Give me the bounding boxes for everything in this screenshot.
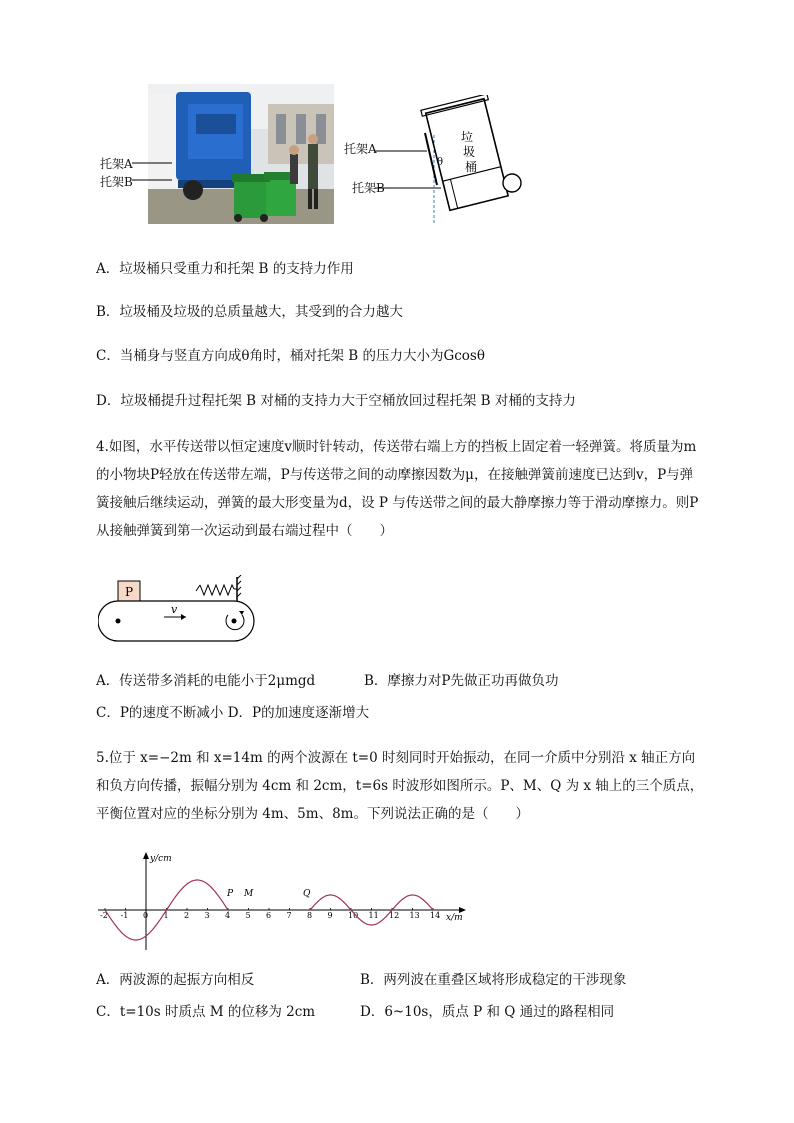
q3-option-c: C．当桶身与竖直方向成θ角时，桶对托架 B 的压力大小为Gcosθ <box>96 348 485 364</box>
q5-option-c: C．t=10s 时质点 M 的位移为 2cm <box>96 1004 316 1020</box>
q4-stem: 4.如图，水平传送带以恒定速度v顺时针转动，传送带右端上方的挡板上固定着一轻弹簧。将质量为m的小物块P轻放在传送带左端，P与传送带之间的动摩擦因数为μ，在接触弹簧前速度已达到v，P与弹簧接触后继续运动，弹簧的最大形变量为d，设 P 与传送带之间的最大静摩擦力等于滑动摩擦力。则P从接触弹簧到第一次运动到最右端过程中（ ） <box>96 439 699 539</box>
x-tick-label: 12 <box>389 911 400 920</box>
x-tick-label: 8 <box>307 911 313 920</box>
x-tick-label: 1 <box>163 911 169 920</box>
point-p-label: P <box>227 889 234 899</box>
q4-option-b: B．摩擦力对P先做正功再做负功 <box>364 673 559 689</box>
x-tick-label: 5 <box>245 911 251 920</box>
q5-stem: 5.位于 x=−2m 和 x=14m 的两个波源在 t=0 时刻同时开始振动，在同一介质中分别沿 x 轴正方向和负方向传播，振幅分别为 4cm 和 2cm，t=6s 时波形如图所示。P、M、Q 为 x 轴上的三个质点，平衡位置对应的坐标分别为 4m、5m、8m。下列说法正确的是（ ） <box>96 750 704 822</box>
x-tick-label: -2 <box>100 911 108 920</box>
block-p-label: P <box>125 585 134 599</box>
x-tick-label: 0 <box>143 911 149 920</box>
q3-option-a: A．垃圾桶只受重力和托架 B 的支持力作用 <box>96 261 354 277</box>
x-tick-label: 2 <box>184 911 190 920</box>
photo-label-b: 托架B <box>100 175 133 189</box>
diagram-label-b: 托架B <box>352 181 385 195</box>
bin-tilt-diagram <box>375 95 535 225</box>
q5-option-b: B．两列波在重叠区域将形成稳定的干涉现象 <box>360 972 627 988</box>
x-tick-label: 9 <box>327 911 333 920</box>
x-tick-label: 3 <box>204 911 210 920</box>
bin-label-2: 圾 <box>463 145 476 159</box>
q5-option-a: A．两波源的起振方向相反 <box>96 972 255 988</box>
wave-graph <box>96 850 476 955</box>
y-axis-label: y/cm <box>150 854 172 864</box>
x-tick-label: 4 <box>225 911 231 920</box>
theta-label: θ <box>437 157 444 168</box>
x-tick-label: 13 <box>409 911 420 920</box>
bin-label-1: 垃 <box>461 130 474 144</box>
garbage-truck-photo <box>148 84 334 224</box>
q4-option-cd: C．P的速度不断减小 D．P的加速度逐渐增大 <box>96 705 370 721</box>
q3-option-d: D．垃圾桶提升过程托架 B 对桶的支持力大于空桶放回过程托架 B 对桶的支持力 <box>96 393 576 409</box>
x-tick-label: 14 <box>430 911 441 920</box>
x-tick-label: -1 <box>120 911 129 920</box>
x-axis-label: x/m <box>446 913 463 923</box>
point-m-label: M <box>244 889 254 899</box>
point-q-label: Q <box>303 889 311 899</box>
q4-option-a: A．传送带多消耗的电能小于2μmgd <box>96 673 316 689</box>
conveyor-belt-figure <box>98 575 258 643</box>
x-tick-label: 10 <box>348 911 359 920</box>
x-tick-label: 11 <box>368 911 379 920</box>
q3-option-b: B．垃圾桶及垃圾的总质量越大，其受到的合力越大 <box>96 304 403 320</box>
diagram-label-a: 托架A <box>344 142 377 156</box>
x-tick-label: 7 <box>286 911 292 920</box>
photo-label-a: 托架A <box>100 157 133 171</box>
q5-option-d: D．6~10s，质点 P 和 Q 通过的路程相同 <box>360 1004 615 1020</box>
bin-label-3: 桶 <box>465 160 478 174</box>
photo-leader-lines <box>132 160 172 184</box>
velocity-label: v <box>171 603 178 616</box>
x-tick-label: 6 <box>266 911 272 920</box>
